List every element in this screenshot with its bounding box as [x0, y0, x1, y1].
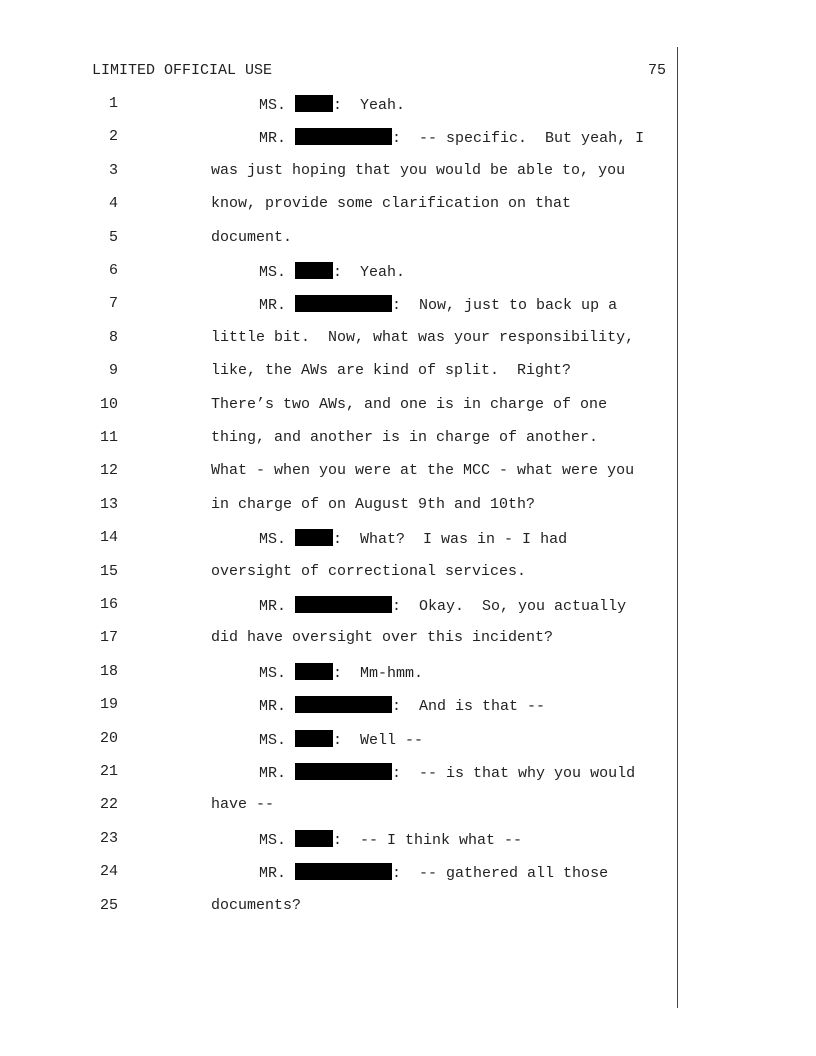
transcript-line: [0, 295, 680, 315]
spoken-text: : Okay. So, you actually: [392, 598, 627, 615]
spoken-text: know, provide some clarification on that: [211, 195, 572, 213]
line-text: [211, 796, 274, 813]
line-number: 12: [99, 462, 118, 480]
line-text: [259, 529, 567, 548]
line-text: [211, 897, 301, 914]
spoken-text: in charge of on August 9th and 10th?: [211, 495, 536, 513]
speaker-title: MS.: [259, 831, 287, 849]
line-text: [211, 362, 571, 379]
spoken-text: documents?: [211, 896, 302, 914]
speaker-title: MR.: [259, 765, 287, 782]
transcript-line: [0, 95, 680, 115]
line-text: [211, 496, 535, 513]
redaction-box: [295, 262, 333, 279]
line-text: [211, 195, 571, 212]
line-number: 25: [99, 896, 118, 914]
line-text: [259, 696, 545, 715]
spoken-text: : Now, just to back up a: [392, 297, 618, 315]
line-number: 16: [99, 596, 118, 613]
spoken-text: have --: [211, 796, 275, 814]
transcript-line: [0, 763, 680, 783]
transcript-line: [0, 529, 680, 549]
line-text: [259, 596, 626, 615]
redaction-box: [295, 529, 333, 546]
spoken-text: like, the AWs are kind of split. Right?: [211, 362, 572, 380]
line-number: 14: [99, 529, 118, 547]
speaker-title: MS.: [259, 264, 287, 281]
line-text: [211, 396, 607, 413]
redaction-box: [295, 128, 392, 145]
transcript-line: [0, 796, 680, 816]
spoken-text: oversight of correctional services.: [211, 562, 527, 580]
spoken-text: was just hoping that you would be able to, you: [211, 161, 626, 179]
speaker-title: MS.: [259, 731, 287, 749]
header-classification: LIMITED OFFICIAL USE: [92, 62, 273, 79]
line-text: [211, 462, 634, 479]
transcript-line: [0, 396, 680, 416]
redaction-box: [295, 95, 333, 112]
transcript-line: [0, 195, 680, 215]
spoken-text: : -- I think what --: [333, 831, 523, 849]
transcript-line: [0, 863, 680, 883]
line-number: 19: [99, 696, 118, 714]
line-number: 18: [99, 662, 118, 680]
transcript-line: [0, 362, 680, 382]
spoken-text: : Mm-hmm.: [333, 664, 424, 682]
speaker-title: MR.: [259, 297, 287, 315]
line-number: 22: [99, 796, 118, 814]
line-number: 7: [108, 295, 118, 313]
spoken-text: What - when you were at the MCC - what were you: [211, 462, 635, 480]
transcript-line: [0, 496, 680, 516]
line-text: [211, 162, 625, 179]
transcript-line: [0, 262, 680, 282]
transcript-line: [0, 696, 680, 716]
transcript-line: [0, 629, 680, 649]
spoken-text: : -- specific. But yeah, I: [392, 130, 645, 148]
line-number: 15: [99, 562, 118, 580]
line-text: [259, 295, 617, 314]
spoken-text: little bit. Now, what was your responsibility,: [211, 328, 635, 346]
spoken-text: : Yeah.: [333, 97, 406, 114]
line-number: 11: [99, 429, 118, 446]
spoken-text: thing, and another is in charge of another.: [211, 429, 599, 446]
speaker-title: MR.: [259, 865, 287, 883]
line-text: [211, 629, 553, 646]
spoken-text: document.: [211, 228, 293, 246]
line-text: [259, 262, 405, 281]
speaker-title: MS.: [259, 97, 287, 114]
line-text: [259, 663, 423, 682]
transcript-line: [0, 897, 680, 917]
line-text: [211, 329, 634, 346]
transcript-line: [0, 229, 680, 249]
speaker-title: MR.: [259, 698, 287, 716]
spoken-text: : And is that --: [392, 698, 546, 716]
page-number: 75: [648, 62, 667, 79]
line-text: [259, 830, 522, 849]
redaction-box: [295, 696, 392, 713]
spoken-text: : Well --: [333, 731, 424, 749]
line-text: [259, 95, 405, 114]
line-number: 20: [99, 729, 118, 747]
spoken-text: There’s two AWs, and one is in charge of one: [211, 395, 608, 413]
line-number: 10: [99, 395, 118, 413]
line-text: [211, 229, 292, 246]
line-number: 2: [108, 128, 118, 146]
transcript-line: [0, 830, 680, 850]
line-number: 3: [108, 161, 118, 179]
spoken-text: : What? I was in - I had: [333, 531, 568, 549]
transcript-line: [0, 329, 680, 349]
line-text: [259, 863, 608, 882]
transcript-line: [0, 462, 680, 482]
redaction-box: [295, 730, 333, 747]
line-number: 21: [99, 763, 118, 780]
line-number: 4: [108, 195, 118, 213]
speaker-title: MS.: [259, 664, 287, 682]
redaction-box: [295, 830, 333, 847]
line-number: 1: [108, 95, 118, 112]
redaction-box: [295, 863, 392, 880]
line-number: 9: [108, 362, 118, 380]
speaker-title: MR.: [259, 598, 287, 615]
redaction-box: [295, 663, 333, 680]
transcript-line: [0, 663, 680, 683]
transcript-line: [0, 563, 680, 583]
line-text: [259, 763, 635, 782]
line-number: 24: [99, 863, 118, 881]
line-number: 13: [99, 495, 118, 513]
line-text: [211, 563, 526, 580]
spoken-text: : Yeah.: [333, 264, 406, 281]
line-text: [259, 128, 644, 147]
line-text: [211, 429, 598, 446]
line-number: 17: [99, 629, 118, 647]
line-number: 8: [108, 328, 118, 346]
redaction-box: [295, 763, 392, 780]
redaction-box: [295, 295, 392, 312]
line-text: [259, 730, 423, 749]
spoken-text: : -- gathered all those: [392, 865, 609, 883]
speaker-title: MR.: [259, 130, 287, 148]
transcript-line: [0, 596, 680, 616]
redaction-box: [295, 596, 392, 613]
transcript-line: [0, 730, 680, 750]
transcript-line: [0, 162, 680, 182]
transcript-line: [0, 429, 680, 449]
transcript-line: [0, 128, 680, 148]
line-number: 6: [108, 262, 118, 279]
spoken-text: did have oversight over this incident?: [211, 629, 554, 647]
line-number: 23: [99, 829, 118, 847]
line-number: 5: [108, 228, 118, 246]
speaker-title: MS.: [259, 531, 287, 549]
spoken-text: : -- is that why you would: [392, 765, 636, 782]
